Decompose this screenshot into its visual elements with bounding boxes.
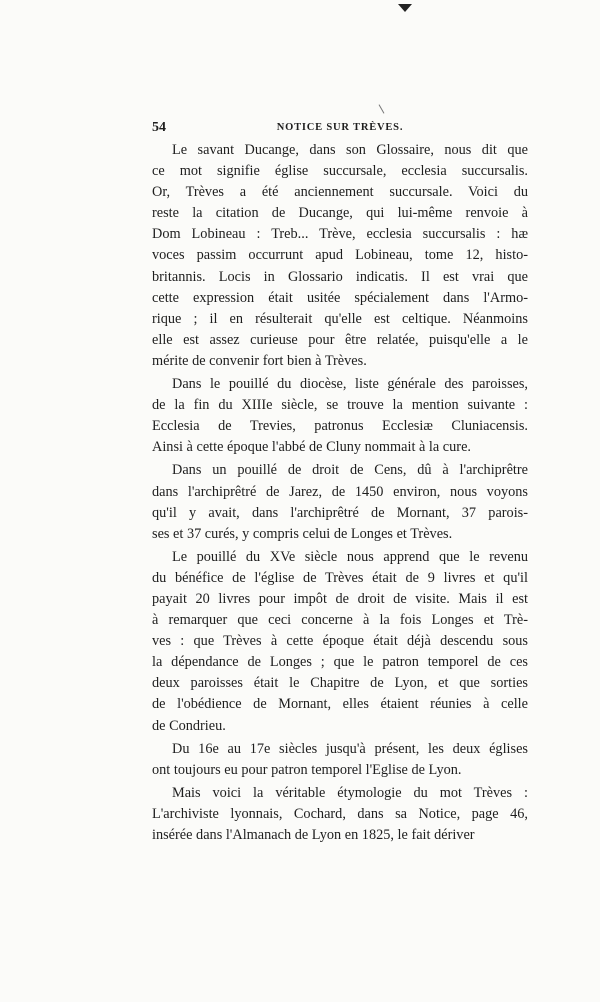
paragraph	[152, 547, 528, 737]
paragraph	[152, 374, 528, 458]
text-line: elle est assez curieuse pour être relatée, puisqu'elle a le	[152, 331, 528, 348]
text-line: du bénéfice de l'église de Trèves était de 9 livres et qu'il	[152, 569, 528, 586]
paragraph	[152, 739, 528, 781]
text-line: de Condrieu.	[152, 717, 226, 734]
text-line: Dans le pouillé du diocèse, liste générale des paroisses,	[172, 376, 528, 393]
text-line: mérite de convenir fort bien à Trèves.	[152, 352, 367, 369]
text-line: payait 20 livres pour impôt de droit de visite. Mais il est	[152, 590, 528, 607]
text-line: Or, Trèves a été anciennement succursale. Voici du	[152, 184, 528, 201]
text-line: cette expression était usitée spécialement dans l'Armo-	[152, 289, 528, 306]
page-header	[152, 120, 528, 138]
stray-mark	[379, 104, 385, 113]
text-line: à remarquer que ceci concerne à la fois Longes et Trè-	[152, 612, 528, 629]
paragraph	[152, 783, 528, 846]
text-line: la dépendance de Longes ; que le patron temporel de ces	[152, 654, 528, 671]
text-line: insérée dans l'Almanach de Lyon en 1825, le fait dériver	[152, 827, 475, 843]
text-line: Dom Lobineau : Treb... Trève, ecclesia succursalis : hæ	[152, 226, 528, 243]
printer-mark-icon	[398, 4, 412, 12]
text-line: Dans un pouillé de droit de Cens, dû à l'archiprêtre	[172, 462, 528, 479]
text-line: ses et 37 curés, y compris celui de Longes et Trèves.	[152, 525, 453, 542]
text-line: ce mot signifie église succursale, ecclesia succursalis.	[152, 163, 528, 180]
text-line: rique ; il en résulterait qu'elle est celtique. Néanmoins	[152, 310, 528, 327]
text-line: de la fin du XIIIe siècle, se trouve la mention suivante :	[152, 397, 528, 414]
text-line: deux paroisses était le Chapitre de Lyon, et que sorties	[152, 675, 528, 692]
body-text	[152, 140, 528, 846]
text-line: dans l'archiprêtré de Jarez, de 1450 environ, nous voyons	[152, 483, 528, 500]
text-line: Ecclesia de Trevies, patronus Ecclesiæ Cluniacensis.	[152, 418, 528, 435]
paragraph	[152, 140, 528, 372]
text-line: voces passim occurrunt apud Lobineau, tome 12, histo-	[152, 247, 528, 264]
text-line: reste la citation de Ducange, qui lui-même renvoie à	[152, 205, 528, 222]
text-line: Du 16e au 17e siècles jusqu'à présent, les deux églises	[172, 740, 528, 757]
page-number: 54	[152, 120, 166, 135]
text-line: Mais voici la véritable étymologie du mot Trèves :	[172, 784, 528, 801]
text-line: qu'il y avait, dans l'archiprêtré de Mornant, 37 parois-	[152, 504, 528, 521]
text-line: Le pouillé du XVe siècle nous apprend que le revenu	[172, 548, 528, 565]
paragraph	[152, 460, 528, 544]
text-line: ont toujours eu pour patron temporel l'Eglise de Lyon.	[152, 761, 462, 778]
text-line: Le savant Ducange, dans son Glossaire, nous dit que	[172, 142, 528, 158]
text-line: L'archiviste lyonnais, Cochard, dans sa Notice, page 46,	[152, 805, 528, 822]
text-line: Ainsi à cette époque l'abbé de Cluny nommait à la cure.	[152, 439, 471, 456]
text-line: ves : que Trèves à cette époque était déjà descendu sous	[152, 633, 528, 650]
text-line: britannis. Locis in Glossario indicatis. Il est vrai que	[152, 268, 528, 285]
running-title: NOTICE SUR TRÈVES.	[276, 122, 404, 133]
text-line: de l'obédience de Mornant, elles étaient réunies à celle	[152, 696, 528, 713]
